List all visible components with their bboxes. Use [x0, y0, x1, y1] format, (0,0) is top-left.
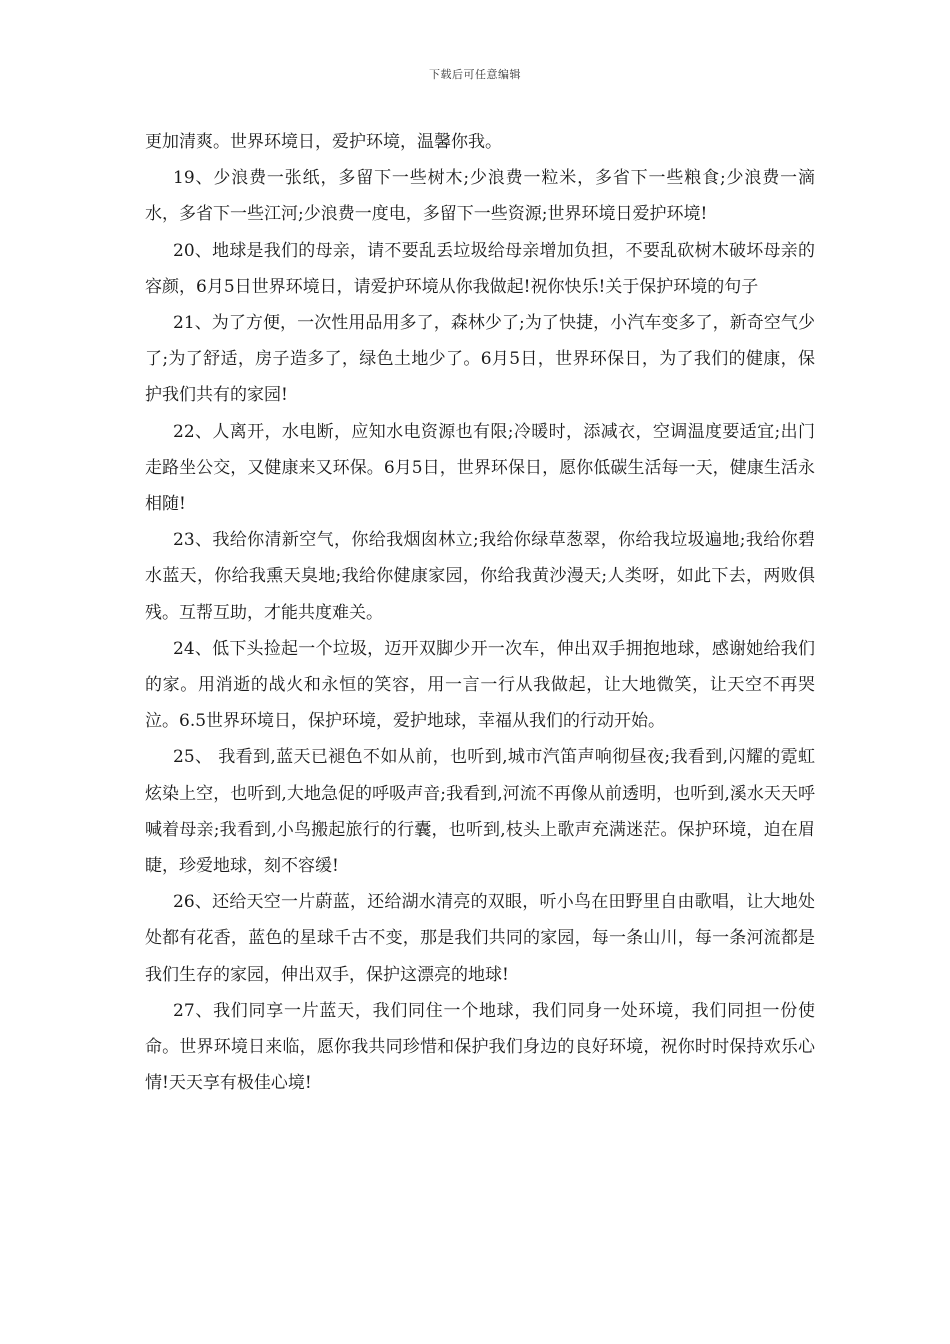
paragraph-continuation: 更加清爽。世界环境日，爱护环境，温馨你我。 — [145, 132, 502, 152]
paragraph-26: 26、还给天空一片蔚蓝，还给湖水清亮的双眼，听小鸟在田野里自由歌唱，让大地处处都有花香，蓝色的星球千古不变，那是我们共同的家园，每一条山川，每一条河流都是我们生存的家园，伸出双手，保护这漂亮的地球! — [145, 892, 815, 985]
paragraph-23: 23、我给你清新空气，你给我烟囱林立;我给你绿草葱翠，你给我垃圾遍地;我给你碧水蓝天，你给我熏天臭地;我给你健康家园，你给我黄沙漫天;人类呀，如此下去，两败俱残。互帮互助，才能共度难关。 — [145, 530, 815, 623]
paragraph-21: 21、为了方便，一次性用品用多了，森林少了;为了快捷，小汽车变多了，新奇空气少了;为了舒适，房子造多了，绿色土地少了。6月5日，世界环保日，为了我们的健康，保护我们共有的家园! — [145, 313, 815, 406]
paragraph-19: 19、少浪费一张纸，多留下一些树木;少浪费一粒米，多省下一些粮食;少浪费一滴水，多省下一些江河;少浪费一度电，多留下一些资源;世界环境日爱护环境! — [145, 168, 815, 225]
page-header: 下载后可任意编辑 — [429, 68, 521, 81]
paragraph-20: 20、地球是我们的母亲，请不要乱丢垃圾给母亲增加负担，不要乱砍树木破坏母亲的容颜，6月5日世界环境日，请爱护环境从你我做起!祝你快乐!关于保护环境的句子 — [145, 240, 815, 297]
paragraph-27: 27、我们同享一片蓝天，我们同住一个地球，我们同身一处环境，我们同担一份使命。世界环境日来临，愿你我共同珍惜和保护我们身边的良好环境，祝你时时保持欢乐心情!天天享有极佳心境! — [145, 1000, 815, 1094]
paragraph-24: 24、低下头捡起一个垃圾，迈开双脚少开一次车，伸出双手拥抱地球，感谢她给我们的家。用消逝的战火和永恒的笑容，用一言一行从我做起，让大地微笑，让天空不再哭泣。6.5世界环境日，保护环境，爱护地球，幸福从我们的行动开始。 — [145, 638, 815, 732]
document-body — [145, 124, 815, 1101]
paragraph-25: 25、 我看到,蓝天已褪色不如从前，也听到,城市汽笛声响彻昼夜;我看到,闪耀的霓虹炫染上空，也听到,大地急促的呼吸声音;我看到,河流不再像从前透明，也听到,溪水天天呼喊着母亲;我看到,小鸟搬起旅行的行囊，也听到,枝头上歌声充满迷茫。保护环境，迫在眉睫，珍爱地球，刻不容缓! — [145, 747, 815, 877]
paragraph-22: 22、人离开，水电断，应知水电资源也有限;冷暖时，添减衣，空调温度要适宜;出门走路坐公交，又健康来又环保。6月5日，世界环保日，愿你低碳生活每一天，健康生活永相随! — [145, 421, 815, 515]
